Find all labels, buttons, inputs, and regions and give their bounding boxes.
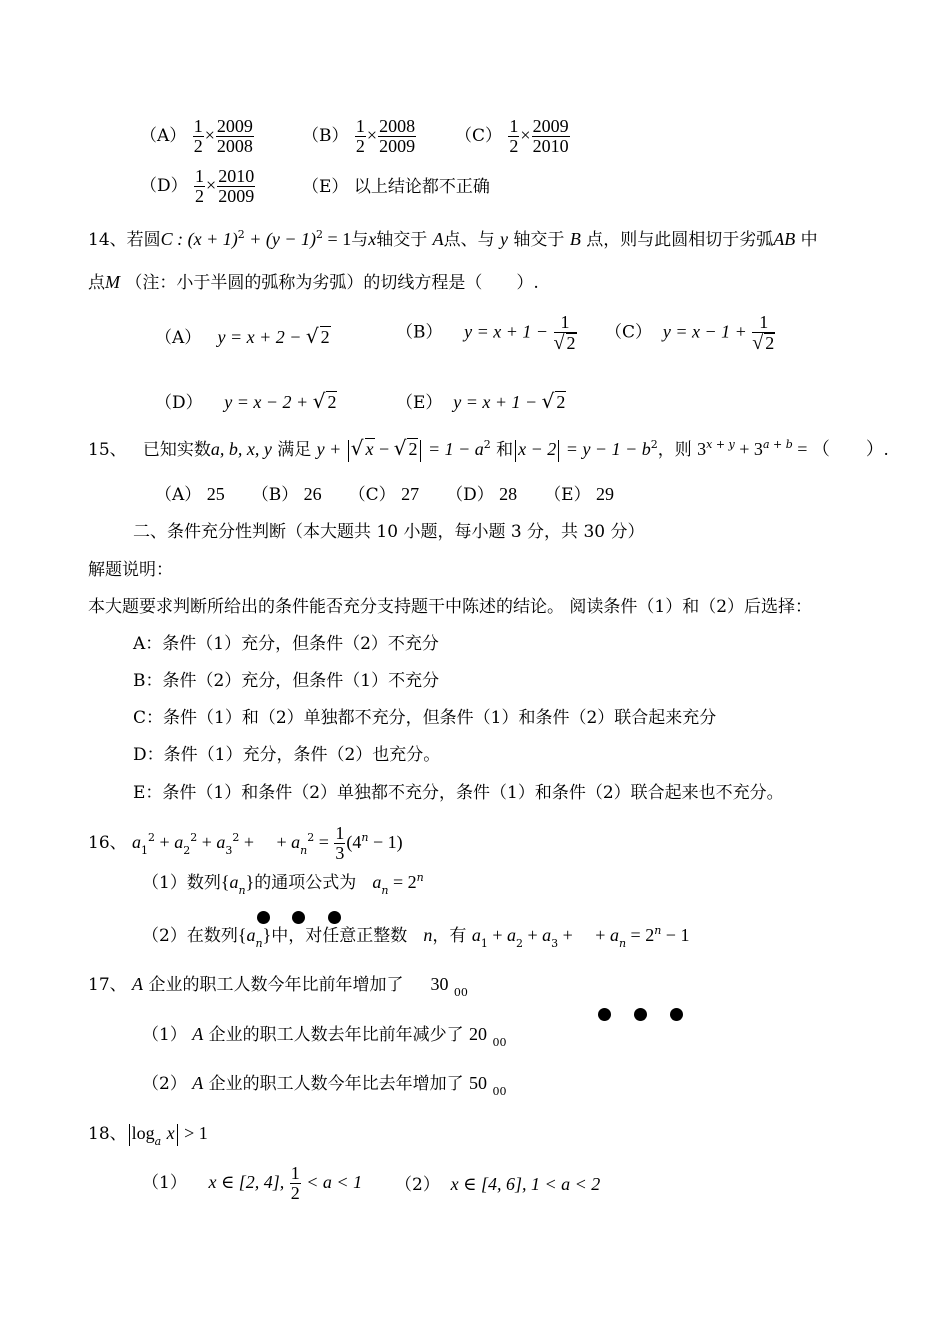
q13-option-e: （E） 以上结论都不正确 — [302, 177, 490, 197]
q17-condition-1: （1） A 企业的职工人数去年比前年减少了 20 $_{00}$ — [142, 1024, 507, 1049]
q16-condition-1: （1）数列$\{a_n\}$的通项公式为 $a_n = 2^n$ — [142, 871, 424, 897]
q14-option-c: （C） y = x − 1 + $\frac{1}{√ 2}$ — [605, 312, 775, 354]
explain-body: 本大题要求判断所给出的条件能否充分支持题干中陈述的结论。 阅读条件（1）和（2）后选择： — [88, 597, 813, 617]
q14-option-a: （A） y = x + 2 − √ 2 — [155, 324, 330, 348]
dot-mark — [292, 911, 305, 924]
choice-a: A：条件（1）充分，但条件（2）不充分 — [133, 634, 439, 654]
section-heading: 二、条件充分性判断（本大题共 10 小题，每小题 3 分，共 30 分） — [133, 522, 645, 542]
choice-b: B：条件（2）充分，但条件（1）不充分 — [133, 671, 440, 691]
q15-options — [155, 484, 614, 505]
dot-mark — [670, 1008, 683, 1021]
q18-condition-1: （1） x ∈ [2, 4], $\frac{1}{2}$ < a < 1 — [142, 1163, 363, 1203]
q15-option: （C） 27 — [348, 484, 420, 505]
q17-condition-2: （2） A 企业的职工人数今年比去年增加了 50 $_{00}$ — [142, 1073, 507, 1098]
q18-condition-2: （2） x ∈ [4, 6], 1 < a < 2 — [395, 1174, 601, 1195]
q16-stem: 16、 $a_1^2 + a_2^2 + a_3^2$ + + $a_n^2$ = $\frac{1}{3}$ $(4^n - 1)$ — [88, 823, 403, 863]
explain-title: 解题说明： — [88, 560, 173, 580]
choice-e: E：条件（1）和条件（2）单独都不充分，条件（1）和条件（2）联合起来也不充分。 — [133, 783, 784, 803]
q17-stem: 17、 A 企业的职工人数今年比前年增加了 30 $_{00}$ — [88, 974, 468, 999]
q13-option-a: （A） $\frac{1}{2}$ × $\frac{2009}{2008}$ — [140, 116, 253, 156]
q15-option: （E） 29 — [544, 484, 615, 505]
q14-stem-line2: 点M （注：小于半圆的弧称为劣弧）的切线方程是（ ）. — [88, 272, 539, 293]
dot-mark — [257, 911, 270, 924]
q16-condition-2: （2）在数列$\{a_n\}$中，对任意正整数 n，有 $a_1 + a_2 + a_3$ + + $a_n = 2^n - 1$ — [142, 924, 690, 950]
q13-option-d: （D） $\frac{1}{2}$ × $\frac{2010}{2009}$ — [140, 166, 255, 206]
q15-option: （B） 26 — [251, 484, 322, 505]
q13-option-c: （C） $\frac{1}{2}$ × $\frac{2009}{2010}$ — [455, 116, 569, 156]
dot-mark — [328, 911, 341, 924]
q15-stem: 15、 已知实数a, b, x, y 满足 y + √ x − √ $2 = 1 - a^2$ 和 $x - 2 = y - 1 - b^2$，则 $3^{x + y} + 3^{a + b}$ = （ ）. — [88, 436, 889, 460]
q15-option: （A） 25 — [155, 484, 225, 505]
q14-option-e: （E） y = x + 1 − √ 2 — [396, 389, 566, 413]
q13-option-b: （B） $\frac{1}{2}$ × $\frac{2008}{2009}$ — [302, 116, 416, 156]
q18-stem: 18、 $\log_a x > 1$ — [88, 1123, 208, 1148]
dot-mark — [598, 1008, 611, 1021]
q14-option-d: （D） y = x − 2 + √ 2 — [155, 389, 337, 413]
q15-option: （D） 28 — [446, 484, 518, 505]
choice-c: C：条件（1）和（2）单独都不充分，但条件（1）和条件（2）联合起来充分 — [133, 708, 717, 728]
q14-stem-line1: 14、若圆C : $(x + 1)^2 + (y - 1)^2 = 1$与x轴交于 A点、与 y 轴交于 B 点，则与此圆相切于劣弧AB 中 — [88, 228, 818, 250]
dot-mark — [634, 1008, 647, 1021]
choice-d: D：条件（1）充分，条件（2）也充分。 — [133, 745, 441, 765]
q14-option-b: （B） y = x + 1 − $\frac{1}{√ 2}$ — [396, 312, 576, 354]
